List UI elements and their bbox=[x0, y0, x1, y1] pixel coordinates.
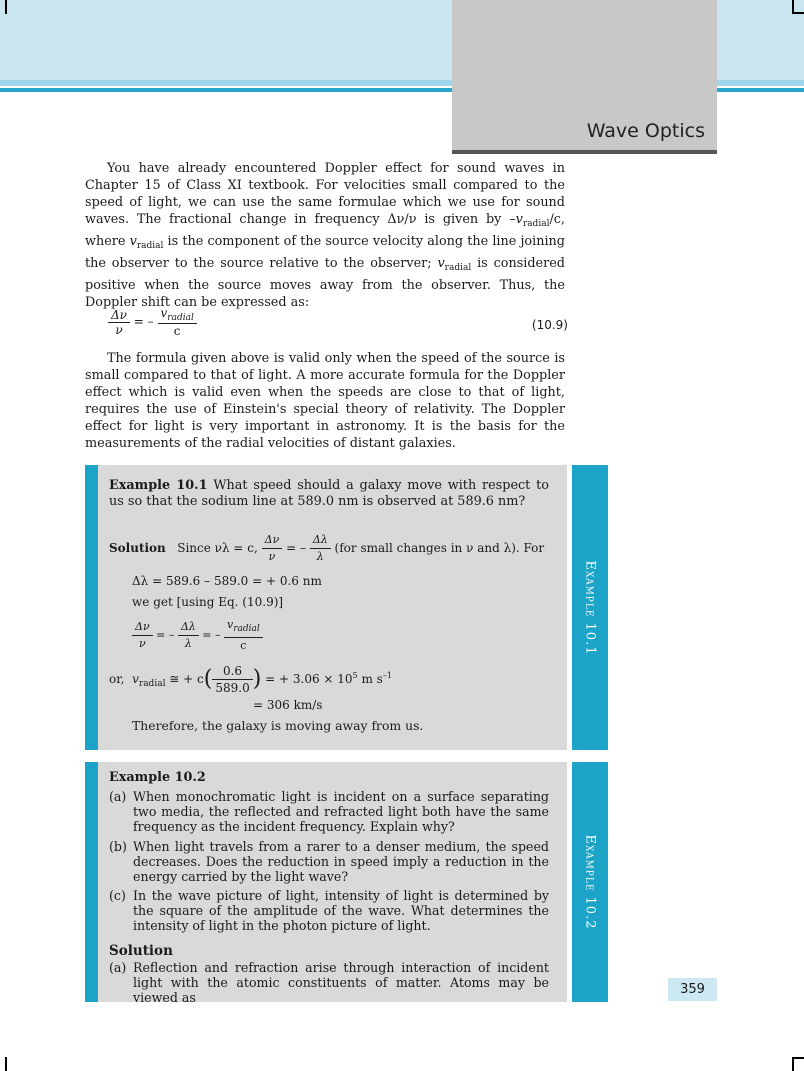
solution-eq-minus: = – bbox=[286, 541, 306, 555]
example-10-1-side-tab bbox=[572, 465, 608, 750]
velocity-result-line: or, $v_{radial}$ ≅ + c( $\frac{0.6}{589.0}$ ) = + $3.06 \times 10^5$ m $s^{-1}$ bbox=[109, 664, 392, 695]
example-10-1-solution-line bbox=[109, 532, 554, 565]
ratio-paren-den: 589.0 bbox=[215, 681, 250, 695]
p1-text-c: is the component of the source velocity along the line joining the observer to the source relative to the observer; bbox=[85, 234, 565, 271]
chapter-title: Wave Optics bbox=[586, 120, 705, 142]
eq-equals: = – bbox=[133, 314, 154, 329]
solution-start: Since νλ = c, bbox=[177, 541, 258, 555]
ratio-frac-2 bbox=[178, 619, 199, 652]
p2-text: The formula given above is valid only when the speed of the source is small compared to that of light. A more accurate formula for the Doppler effect which is valid even when the speeds are close to that of light, requires the use of Einstein's special theory of relativity. The Doppler effect for light is very important in astronomy. It is the basis for the measurements of the radial velocities of distant galaxies. bbox=[85, 351, 565, 451]
crop-mark-bottom-right-h bbox=[792, 1057, 804, 1059]
ratio-paren-num: 0.6 bbox=[212, 663, 252, 680]
approx-c: ≅ + c bbox=[169, 672, 204, 686]
result2-line: = 306 km/s bbox=[253, 698, 323, 712]
example-10-1-stripe bbox=[85, 465, 98, 750]
item-a-label: (a) bbox=[109, 789, 127, 804]
p1-text-d: is considered positive when the source moves away from the observer. Thus, the Doppler shift can be expressed as: bbox=[85, 256, 565, 310]
eq-rhs-num: v bbox=[160, 306, 168, 320]
p1-sub-3: radial bbox=[444, 263, 472, 273]
frac1-den: ν bbox=[268, 550, 276, 563]
intro-paragraph-2 bbox=[85, 350, 565, 452]
example-10-2-item-b bbox=[109, 839, 549, 884]
example-10-2-heading: Example 10.2 bbox=[109, 770, 206, 785]
example-10-2-solution-a bbox=[109, 960, 549, 1005]
example-10-2-item-a bbox=[109, 789, 549, 834]
eq-lhs-num: Δν bbox=[108, 308, 130, 323]
ratio-paren-frac bbox=[212, 663, 252, 696]
example-10-1-question-text: What speed should a galaxy move with respect to us so that the sodium line at 589.0 nm is observed at 589.6 nm? bbox=[109, 478, 549, 509]
ratio-eq-2: = – bbox=[202, 628, 221, 642]
eq-lhs-den: ν bbox=[115, 322, 123, 337]
chapter-title-box bbox=[452, 0, 717, 150]
example-10-1-side-label: Example 10.1 bbox=[582, 560, 598, 655]
result1: = + 3.06 × 10 bbox=[265, 672, 353, 686]
ratio-frac-1-num: Δν bbox=[132, 619, 153, 636]
solution-frac-1 bbox=[262, 532, 283, 565]
p1-sub-2: radial bbox=[136, 241, 164, 251]
eq-rhs-sub: radial bbox=[167, 313, 194, 323]
example-10-1-heading: Example 10.1 bbox=[109, 478, 208, 493]
eq-rhs-fraction bbox=[158, 306, 197, 338]
example-10-2-solution-label: Solution bbox=[109, 943, 173, 959]
solution-a-label: (a) bbox=[109, 960, 127, 975]
crop-mark-top-left bbox=[5, 0, 7, 14]
example-10-2-stripe bbox=[85, 762, 98, 1002]
conclusion-line: Therefore, the galaxy is moving away from us. bbox=[132, 718, 424, 733]
solution-note: (for small changes in ν and λ). For bbox=[334, 541, 545, 555]
p1-var-v1: v bbox=[515, 212, 523, 227]
example-10-1-solution-label: Solution bbox=[109, 541, 166, 555]
result1-unit-exp: –1 bbox=[382, 671, 392, 680]
frac2-num: Δλ bbox=[310, 532, 331, 549]
example-10-2-side-label: Example 10.2 bbox=[582, 834, 598, 930]
page-number: 359 bbox=[668, 978, 717, 1001]
item-a-text: When monochromatic light is incident on a surface separating two media, the reflected and refracted light both have the same frequency as the incident frequency. Explain why? bbox=[133, 789, 549, 834]
p1-text-b: /c, where bbox=[85, 212, 565, 249]
vr-sub: radial bbox=[138, 679, 166, 689]
example-10-1-question bbox=[109, 478, 549, 510]
intro-paragraph-1 bbox=[85, 160, 565, 311]
example-10-2-side-tab bbox=[572, 762, 608, 1002]
we-get-line: we get [using Eq. (10.9)] bbox=[132, 595, 284, 609]
crop-mark-top-right-h bbox=[792, 12, 804, 14]
ratio-frac-1-den: ν bbox=[138, 637, 146, 650]
ratio-frac-1 bbox=[132, 619, 153, 652]
ratio-v: v bbox=[227, 618, 234, 631]
delta-lambda-line: Δλ = 589.6 – 589.0 = + 0.6 nm bbox=[132, 574, 322, 588]
item-c-text: In the wave picture of light, intensity of light is determined by the square of the amplitude of the wave. What determines the intensity of light in the photon picture of light. bbox=[133, 888, 549, 933]
ratio-frac-3 bbox=[224, 617, 263, 654]
equation-number: (10.9) bbox=[531, 318, 568, 332]
chapter-title-underline bbox=[452, 150, 717, 154]
crop-mark-bottom-right-v bbox=[792, 1057, 794, 1071]
result1-unit: m s bbox=[357, 672, 383, 686]
p1-var-v2: v bbox=[129, 234, 137, 249]
item-b-label: (b) bbox=[109, 839, 127, 854]
crop-mark-bottom-left bbox=[5, 1057, 7, 1071]
frac2-den: λ bbox=[316, 550, 324, 563]
eq-lhs-fraction bbox=[108, 308, 130, 337]
or-label: or, bbox=[109, 672, 125, 686]
item-b-text: When light travels from a rarer to a denser medium, the speed decreases. Does the reduction in speed imply a reduction in the energy carried by the light wave? bbox=[133, 839, 549, 884]
ratio-frac-2-den: λ bbox=[184, 637, 192, 650]
eq-rhs-den: c bbox=[173, 324, 181, 338]
result1-exp: 5 bbox=[352, 671, 358, 680]
p1-sub-1: radial bbox=[522, 219, 550, 229]
item-c-label: (c) bbox=[109, 888, 126, 903]
frac1-num: Δν bbox=[262, 532, 283, 549]
vr-v: v bbox=[132, 672, 139, 686]
ratio-v-sub: radial bbox=[233, 624, 260, 634]
p1-var-v3: v bbox=[437, 256, 445, 271]
ratio-frac-2-num: Δλ bbox=[178, 619, 199, 636]
solution-a-text: Reflection and refraction arise through interaction of incident light with the atomic constituents of matter. Atoms may be viewed as bbox=[133, 960, 549, 1005]
ratio-equation bbox=[132, 617, 263, 654]
solution-frac-2 bbox=[310, 532, 331, 565]
ratio-eq-1: = – bbox=[156, 628, 175, 642]
ratio-c: c bbox=[240, 639, 247, 652]
p1-text-a: You have already encountered Doppler effect for sound waves in Chapter 15 of Class XI textbook. For velocities small compared to the speed of light, we can use the same formulae which we use for sound waves. The fractional change in frequency Δν/ν is given by – bbox=[85, 161, 565, 227]
equation-10-9 bbox=[108, 306, 568, 346]
example-10-2-item-c bbox=[109, 888, 549, 933]
